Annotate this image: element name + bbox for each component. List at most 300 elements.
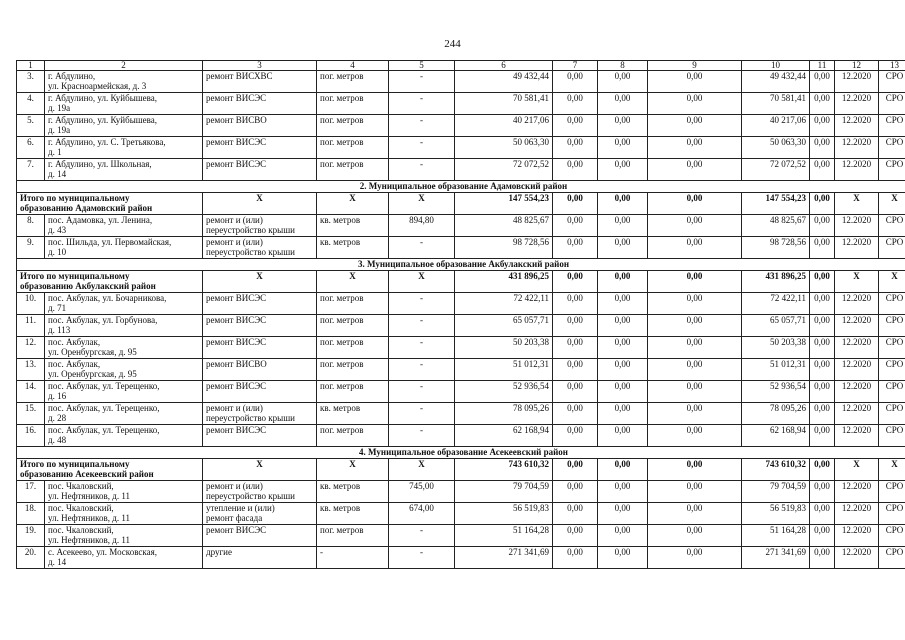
row-number: 3. xyxy=(17,71,45,93)
table-cell: 0,00 xyxy=(648,293,742,315)
column-number: 12 xyxy=(835,61,879,71)
total-label: Итого по муниципальному образованию Акбулакский район xyxy=(17,271,203,293)
repair-registry-table xyxy=(16,60,905,569)
table-cell: 0,00 xyxy=(598,215,648,237)
column-number: 1 xyxy=(17,61,45,71)
table-cell: 0,00 xyxy=(598,237,648,259)
table-cell: 0,00 xyxy=(648,159,742,181)
total-cell: 0,00 xyxy=(553,271,598,293)
table-cell: - xyxy=(389,137,455,159)
table-cell: 0,00 xyxy=(598,525,648,547)
total-cell: X xyxy=(317,459,389,481)
total-cell: 147 554,23 xyxy=(455,193,553,215)
table-cell: 12.2020 xyxy=(835,525,879,547)
table-cell: 0,00 xyxy=(553,159,598,181)
total-cell: 743 610,32 xyxy=(742,459,810,481)
table-cell: 12.2020 xyxy=(835,137,879,159)
table-cell: 0,00 xyxy=(553,315,598,337)
table-cell: - xyxy=(389,315,455,337)
page-number: 244 xyxy=(444,38,461,50)
address-cell: пос. Чкаловский, ул. Нефтяников, д. 11 xyxy=(45,503,203,525)
address-cell: с. Асекеево, ул. Московская, д. 14 xyxy=(45,547,203,569)
table-cell: 51 164,28 xyxy=(455,525,553,547)
table-cell: - xyxy=(389,337,455,359)
table-cell: 0,00 xyxy=(553,237,598,259)
table-cell: 79 704,59 xyxy=(455,481,553,503)
table-cell: 0,00 xyxy=(648,237,742,259)
total-row xyxy=(17,271,905,293)
address-cell: пос. Шильда, ул. Первомайская, д. 10 xyxy=(45,237,203,259)
table-cell: - xyxy=(389,381,455,403)
table-cell: СРО xyxy=(879,481,905,503)
table-cell: 0,00 xyxy=(553,137,598,159)
row-number: 20. xyxy=(17,547,45,569)
table-cell: 0,00 xyxy=(648,115,742,137)
table-cell: ремонт ВИСЭС xyxy=(203,137,317,159)
table-cell: СРО xyxy=(879,403,905,425)
address-cell: г. Абдулино, ул. Школьная, д. 14 xyxy=(45,159,203,181)
table-cell: 0,00 xyxy=(553,481,598,503)
table-cell: пог. метров xyxy=(317,137,389,159)
section-title: 2. Муниципальное образование Адамовский район xyxy=(17,181,905,193)
table-cell: 0,00 xyxy=(553,293,598,315)
total-cell: X xyxy=(879,193,905,215)
table-cell: 12.2020 xyxy=(835,93,879,115)
column-number: 3 xyxy=(203,61,317,71)
column-number: 9 xyxy=(648,61,742,71)
table-row xyxy=(17,93,905,115)
table-cell: 0,00 xyxy=(598,315,648,337)
table-cell: - xyxy=(389,115,455,137)
table-cell: 12.2020 xyxy=(835,71,879,93)
total-cell: X xyxy=(203,271,317,293)
table-cell: 745,00 xyxy=(389,481,455,503)
table-cell: пог. метров xyxy=(317,315,389,337)
table-cell: 0,00 xyxy=(598,359,648,381)
table-cell: 0,00 xyxy=(553,71,598,93)
table-cell: - xyxy=(389,237,455,259)
table-cell: 65 057,71 xyxy=(455,315,553,337)
table-cell: 40 217,06 xyxy=(742,115,810,137)
total-label: Итого по муниципальному образованию Асекеевский район xyxy=(17,459,203,481)
address-cell: пос. Акбулак, ул. Терещенко, д. 28 xyxy=(45,403,203,425)
table-cell: - xyxy=(389,359,455,381)
table-cell: 0,00 xyxy=(598,381,648,403)
column-number: 7 xyxy=(553,61,598,71)
table-cell: 0,00 xyxy=(648,71,742,93)
table-cell: ремонт ВИСЭС xyxy=(203,315,317,337)
address-cell: пос. Адамовка, ул. Ленина, д. 43 xyxy=(45,215,203,237)
table-cell: 52 936,54 xyxy=(455,381,553,403)
table-cell: 12.2020 xyxy=(835,337,879,359)
table-cell: 0,00 xyxy=(648,481,742,503)
table-cell: 78 095,26 xyxy=(742,403,810,425)
table-cell: 0,00 xyxy=(598,115,648,137)
table-cell: 0,00 xyxy=(810,159,835,181)
total-cell: 0,00 xyxy=(648,459,742,481)
table-cell: 0,00 xyxy=(810,403,835,425)
table-cell: ремонт ВИСЭС xyxy=(203,381,317,403)
row-number: 12. xyxy=(17,337,45,359)
table-cell: СРО xyxy=(879,381,905,403)
total-cell: X xyxy=(879,271,905,293)
table-cell: 0,00 xyxy=(553,215,598,237)
total-cell: X xyxy=(203,459,317,481)
table-cell: 70 581,41 xyxy=(455,93,553,115)
table-cell: 50 203,38 xyxy=(455,337,553,359)
table-cell: пог. метров xyxy=(317,359,389,381)
table-cell: 0,00 xyxy=(648,137,742,159)
total-cell: X xyxy=(835,459,879,481)
table-cell: 56 519,83 xyxy=(742,503,810,525)
table-cell: пог. метров xyxy=(317,293,389,315)
total-cell: X xyxy=(389,459,455,481)
table-cell: 0,00 xyxy=(648,525,742,547)
table-cell: - xyxy=(389,403,455,425)
section-title: 4. Муниципальное образование Асекеевский район xyxy=(17,447,905,459)
table-cell: 52 936,54 xyxy=(742,381,810,403)
table-cell: СРО xyxy=(879,237,905,259)
table-cell: - xyxy=(389,93,455,115)
table-cell: 51 012,31 xyxy=(455,359,553,381)
address-cell: пос. Акбулак, ул. Оренбургская, д. 95 xyxy=(45,337,203,359)
table-cell: СРО xyxy=(879,525,905,547)
row-number: 11. xyxy=(17,315,45,337)
table-cell: 12.2020 xyxy=(835,425,879,447)
total-cell: 0,00 xyxy=(598,459,648,481)
row-number: 5. xyxy=(17,115,45,137)
table-cell: 72 072,52 xyxy=(455,159,553,181)
table-cell: 0,00 xyxy=(648,381,742,403)
table-cell: 12.2020 xyxy=(835,237,879,259)
table-cell: 0,00 xyxy=(648,425,742,447)
table-cell: 0,00 xyxy=(598,503,648,525)
table-cell: СРО xyxy=(879,359,905,381)
table-cell: ремонт ВИСЭС xyxy=(203,525,317,547)
table-cell: 0,00 xyxy=(810,503,835,525)
table-cell: 65 057,71 xyxy=(742,315,810,337)
table-cell: ремонт ВИСЭС xyxy=(203,293,317,315)
address-cell: г. Абдулино, ул. С. Третьякова, д. 1 xyxy=(45,137,203,159)
table-cell: 0,00 xyxy=(598,481,648,503)
table-cell: СРО xyxy=(879,425,905,447)
table-cell: 51 164,28 xyxy=(742,525,810,547)
table-cell: 49 432,44 xyxy=(742,71,810,93)
address-cell: пос. Акбулак, ул. Терещенко, д. 48 xyxy=(45,425,203,447)
total-cell: 0,00 xyxy=(810,193,835,215)
row-number: 8. xyxy=(17,215,45,237)
table-cell: 0,00 xyxy=(553,359,598,381)
table-cell: 0,00 xyxy=(553,93,598,115)
table-cell: ремонт и (или) переустройство крыши xyxy=(203,481,317,503)
table-cell: 12.2020 xyxy=(835,547,879,569)
column-number: 10 xyxy=(742,61,810,71)
row-number: 4. xyxy=(17,93,45,115)
table-cell: 40 217,06 xyxy=(455,115,553,137)
table-cell: кв. метров xyxy=(317,481,389,503)
total-cell: X xyxy=(203,193,317,215)
table-cell: 0,00 xyxy=(553,547,598,569)
total-cell: 0,00 xyxy=(598,193,648,215)
table-cell: 0,00 xyxy=(553,503,598,525)
table-cell: кв. метров xyxy=(317,403,389,425)
total-cell: X xyxy=(879,459,905,481)
column-number: 11 xyxy=(810,61,835,71)
table-cell: ремонт ВИСЭС xyxy=(203,425,317,447)
total-cell: 0,00 xyxy=(810,271,835,293)
row-number: 15. xyxy=(17,403,45,425)
table-row xyxy=(17,315,905,337)
total-cell: X xyxy=(317,271,389,293)
row-number: 19. xyxy=(17,525,45,547)
row-number: 16. xyxy=(17,425,45,447)
row-number: 6. xyxy=(17,137,45,159)
column-number-row xyxy=(17,61,905,71)
total-cell: 0,00 xyxy=(648,193,742,215)
table-cell: - xyxy=(389,71,455,93)
table-cell: 12.2020 xyxy=(835,503,879,525)
table-cell: - xyxy=(389,159,455,181)
table-cell: 0,00 xyxy=(810,481,835,503)
table-cell: пог. метров xyxy=(317,71,389,93)
table-cell: 12.2020 xyxy=(835,115,879,137)
table-cell: 12.2020 xyxy=(835,159,879,181)
table-cell: 0,00 xyxy=(648,93,742,115)
total-cell: X xyxy=(835,193,879,215)
table-row xyxy=(17,547,905,569)
table-cell: 98 728,56 xyxy=(455,237,553,259)
table-cell: 72 422,11 xyxy=(455,293,553,315)
table-cell: ремонт ВИСХВС xyxy=(203,71,317,93)
row-number: 13. xyxy=(17,359,45,381)
table-cell: 0,00 xyxy=(810,93,835,115)
table-cell: 12.2020 xyxy=(835,403,879,425)
table-cell: ремонт и (или) переустройство крыши xyxy=(203,403,317,425)
total-cell: 431 896,25 xyxy=(455,271,553,293)
total-row xyxy=(17,459,905,481)
table-cell: 0,00 xyxy=(648,315,742,337)
table-row xyxy=(17,381,905,403)
table-row xyxy=(17,159,905,181)
column-number: 4 xyxy=(317,61,389,71)
table-cell: ремонт и (или) переустройство крыши xyxy=(203,237,317,259)
table-cell: 0,00 xyxy=(810,315,835,337)
table-cell: ремонт ВИСЭС xyxy=(203,337,317,359)
table-cell: 271 341,69 xyxy=(742,547,810,569)
table-cell: другие xyxy=(203,547,317,569)
table-cell: 0,00 xyxy=(598,403,648,425)
table-cell: 0,00 xyxy=(598,93,648,115)
total-cell: 0,00 xyxy=(553,459,598,481)
table-cell: пог. метров xyxy=(317,93,389,115)
table-cell: 51 012,31 xyxy=(742,359,810,381)
total-cell: 743 610,32 xyxy=(455,459,553,481)
table-cell: ремонт ВИСВО xyxy=(203,359,317,381)
table-row xyxy=(17,137,905,159)
table-row xyxy=(17,71,905,93)
address-cell: пос. Акбулак, ул. Бочарникова, д. 71 xyxy=(45,293,203,315)
section-header-row xyxy=(17,181,905,193)
table-cell: 72 072,52 xyxy=(742,159,810,181)
row-number: 7. xyxy=(17,159,45,181)
table-cell: СРО xyxy=(879,71,905,93)
table-cell: пог. метров xyxy=(317,337,389,359)
total-cell: X xyxy=(835,271,879,293)
table-body xyxy=(17,61,905,569)
total-cell: X xyxy=(317,193,389,215)
table-cell: СРО xyxy=(879,115,905,137)
table-cell: 0,00 xyxy=(810,115,835,137)
table-cell: 0,00 xyxy=(810,237,835,259)
table-cell: пог. метров xyxy=(317,115,389,137)
table-cell: 79 704,59 xyxy=(742,481,810,503)
address-cell: г. Абдулино, ул. Куйбышева, д. 19а xyxy=(45,93,203,115)
table-cell: СРО xyxy=(879,159,905,181)
table-row xyxy=(17,237,905,259)
total-cell: 0,00 xyxy=(553,193,598,215)
table-cell: - xyxy=(389,425,455,447)
table-cell: СРО xyxy=(879,337,905,359)
table-row xyxy=(17,425,905,447)
table-cell: 12.2020 xyxy=(835,215,879,237)
table-cell: утепление и (или) ремонт фасада xyxy=(203,503,317,525)
table-cell: 12.2020 xyxy=(835,381,879,403)
address-cell: г. Абдулино, ул. Красноармейская, д. 3 xyxy=(45,71,203,93)
address-cell: пос. Чкаловский, ул. Нефтяников, д. 11 xyxy=(45,481,203,503)
row-number: 10. xyxy=(17,293,45,315)
table-cell: СРО xyxy=(879,547,905,569)
table-cell: 50 063,30 xyxy=(742,137,810,159)
table-cell: 674,00 xyxy=(389,503,455,525)
table-cell: 0,00 xyxy=(598,159,648,181)
table-cell: 62 168,94 xyxy=(742,425,810,447)
table-row xyxy=(17,293,905,315)
table-row xyxy=(17,525,905,547)
table-cell: 0,00 xyxy=(648,359,742,381)
table-cell: - xyxy=(317,547,389,569)
table-row xyxy=(17,503,905,525)
table-cell: 0,00 xyxy=(553,425,598,447)
table-cell: пог. метров xyxy=(317,425,389,447)
table-cell: 12.2020 xyxy=(835,293,879,315)
table-cell: 12.2020 xyxy=(835,481,879,503)
table-cell: 0,00 xyxy=(553,525,598,547)
table-cell: ремонт ВИСВО xyxy=(203,115,317,137)
table-cell: ремонт и (или) переустройство крыши xyxy=(203,215,317,237)
table-row xyxy=(17,481,905,503)
address-cell: пос. Акбулак, ул. Горбунова, д. 113 xyxy=(45,315,203,337)
table-cell: СРО xyxy=(879,503,905,525)
table-cell: 0,00 xyxy=(598,547,648,569)
table-cell: 271 341,69 xyxy=(455,547,553,569)
table-cell: 0,00 xyxy=(648,403,742,425)
table-cell: 0,00 xyxy=(810,71,835,93)
table-cell: 70 581,41 xyxy=(742,93,810,115)
table-cell: 0,00 xyxy=(810,525,835,547)
table-cell: кв. метров xyxy=(317,237,389,259)
total-cell: 147 554,23 xyxy=(742,193,810,215)
total-cell: X xyxy=(389,193,455,215)
total-row xyxy=(17,193,905,215)
table-cell: 0,00 xyxy=(553,403,598,425)
table-cell: 12.2020 xyxy=(835,359,879,381)
table-row xyxy=(17,403,905,425)
table-cell: кв. метров xyxy=(317,503,389,525)
column-number: 2 xyxy=(45,61,203,71)
total-cell: 0,00 xyxy=(648,271,742,293)
section-title: 3. Муниципальное образование Акбулакский район xyxy=(17,259,905,271)
table-cell: 0,00 xyxy=(598,425,648,447)
table-cell: 0,00 xyxy=(598,137,648,159)
table-cell: пог. метров xyxy=(317,159,389,181)
total-cell: X xyxy=(389,271,455,293)
table-cell: 0,00 xyxy=(810,293,835,315)
column-number: 8 xyxy=(598,61,648,71)
table-cell: 0,00 xyxy=(810,381,835,403)
table-cell: 72 422,11 xyxy=(742,293,810,315)
table-cell: 0,00 xyxy=(553,381,598,403)
address-cell: г. Абдулино, ул. Куйбышева, д. 19а xyxy=(45,115,203,137)
table-cell: СРО xyxy=(879,293,905,315)
table-cell: 0,00 xyxy=(810,359,835,381)
total-cell: 0,00 xyxy=(810,459,835,481)
table-cell: 0,00 xyxy=(810,215,835,237)
table-cell: 78 095,26 xyxy=(455,403,553,425)
table-cell: 0,00 xyxy=(648,215,742,237)
table-cell: 50 063,30 xyxy=(455,137,553,159)
table-cell: 48 825,67 xyxy=(455,215,553,237)
table-cell: ремонт ВИСЭС xyxy=(203,159,317,181)
row-number: 18. xyxy=(17,503,45,525)
table-cell: - xyxy=(389,293,455,315)
address-cell: пос. Чкаловский, ул. Нефтяников, д. 11 xyxy=(45,525,203,547)
table-row xyxy=(17,215,905,237)
total-label: Итого по муниципальному образованию Адамовский район xyxy=(17,193,203,215)
total-cell: 0,00 xyxy=(598,271,648,293)
table-cell: кв. метров xyxy=(317,215,389,237)
table-cell: 894,80 xyxy=(389,215,455,237)
table-cell: 0,00 xyxy=(553,337,598,359)
table-row xyxy=(17,359,905,381)
table-cell: СРО xyxy=(879,215,905,237)
table-row xyxy=(17,337,905,359)
table-cell: пог. метров xyxy=(317,525,389,547)
table-cell: 0,00 xyxy=(598,71,648,93)
column-number: 13 xyxy=(879,61,905,71)
column-number: 6 xyxy=(455,61,553,71)
address-cell: пос. Акбулак, ул. Оренбургская, д. 95 xyxy=(45,359,203,381)
table-cell: СРО xyxy=(879,93,905,115)
row-number: 14. xyxy=(17,381,45,403)
address-cell: пос. Акбулак, ул. Терещенко, д. 16 xyxy=(45,381,203,403)
table-cell: 0,00 xyxy=(648,337,742,359)
table-cell: 0,00 xyxy=(553,115,598,137)
table-cell: 49 432,44 xyxy=(455,71,553,93)
table-cell: 0,00 xyxy=(648,547,742,569)
total-cell: 431 896,25 xyxy=(742,271,810,293)
table-cell: ремонт ВИСЭС xyxy=(203,93,317,115)
table-cell: 0,00 xyxy=(810,337,835,359)
table-cell: - xyxy=(389,547,455,569)
table-cell: пог. метров xyxy=(317,381,389,403)
table-cell: СРО xyxy=(879,137,905,159)
table-cell: 98 728,56 xyxy=(742,237,810,259)
table-cell: 0,00 xyxy=(810,137,835,159)
table-cell: 50 203,38 xyxy=(742,337,810,359)
table-cell: 0,00 xyxy=(598,293,648,315)
table-cell: СРО xyxy=(879,315,905,337)
table-cell: - xyxy=(389,525,455,547)
